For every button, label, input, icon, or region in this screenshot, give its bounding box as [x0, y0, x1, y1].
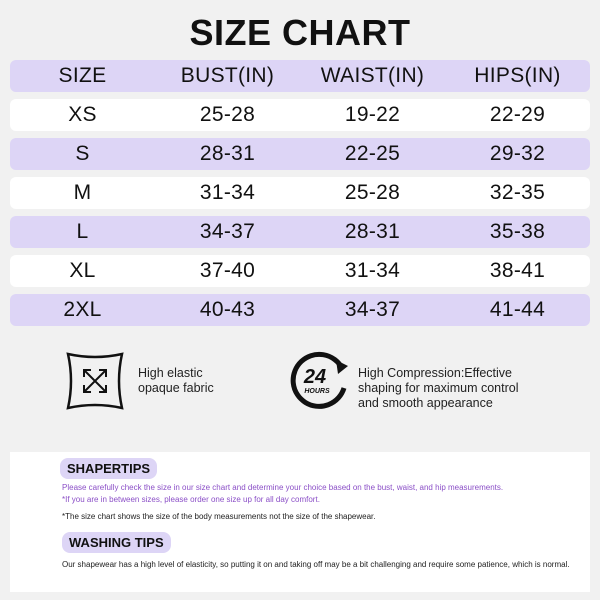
tip-body-measurements: *The size chart shows the size of the body measurements not the size of the shapewear. — [62, 512, 376, 521]
bust-cell: 31-34 — [199, 181, 256, 204]
tip-measurements: Please carefully check the size in our size chart and determine your choice based on the bust, waist, and hip measurements. — [62, 483, 504, 492]
bust-cell: 40-43 — [199, 298, 256, 321]
feature-compression-line1: High Compression:Effective — [358, 366, 513, 380]
table-row — [10, 255, 590, 287]
header-hips: HIPS(IN) — [474, 64, 561, 87]
waist-cell: 25-28 — [344, 181, 401, 204]
table-row — [10, 294, 590, 326]
waist-cell: 22-25 — [344, 142, 401, 165]
hips-cell: 22-29 — [489, 103, 546, 126]
hips-cell: 41-44 — [489, 298, 546, 321]
header-waist: WAIST(IN) — [320, 64, 425, 87]
table-row — [10, 99, 590, 131]
badge-text: HOURS — [304, 388, 330, 395]
24-hours-icon — [286, 350, 354, 417]
size-table — [10, 60, 590, 333]
table-row — [10, 216, 590, 248]
size-cell: 2XL — [63, 298, 102, 321]
waist-cell: 28-31 — [344, 220, 401, 243]
waist-cell: 34-37 — [344, 298, 401, 321]
bust-cell: 37-40 — [199, 259, 256, 282]
washing-tips-text: Our shapewear has a high level of elasticity, so putting it on and taking off may be a bit challenging and require some patience, which is normal. — [62, 560, 570, 569]
table-row — [10, 138, 590, 170]
header-bust: BUST(IN) — [180, 64, 275, 87]
feature-elastic-line1: High elastic — [138, 366, 203, 380]
shapertips-label: SHAPERTIPS — [60, 458, 157, 479]
feature-compression-line3: and smooth appearance — [358, 396, 493, 410]
header-size: SIZE — [58, 64, 107, 87]
size-cell: S — [75, 142, 90, 165]
size-cell: XS — [68, 103, 97, 126]
feature-compression-line2: shaping for maximum control — [358, 381, 519, 395]
tips-panel — [10, 452, 590, 592]
badge-number: 24 — [303, 366, 327, 388]
tip-between-sizes: *If you are in between sizes, please order one size up for all day comfort. — [62, 495, 320, 504]
bust-cell: 34-37 — [199, 220, 256, 243]
feature-elastic-line2: opaque fabric — [138, 381, 214, 395]
page-title: SIZE CHART — [189, 12, 411, 53]
hips-cell: 29-32 — [489, 142, 546, 165]
bust-cell: 28-31 — [199, 142, 256, 165]
hips-cell: 38-41 — [489, 259, 546, 282]
size-cell: M — [73, 181, 92, 204]
stretch-fabric-icon — [64, 350, 126, 417]
waist-cell: 19-22 — [344, 103, 401, 126]
table-row — [10, 177, 590, 209]
waist-cell: 31-34 — [344, 259, 401, 282]
bust-cell: 25-28 — [199, 103, 256, 126]
size-cell: L — [76, 220, 89, 243]
hips-cell: 35-38 — [489, 220, 546, 243]
hips-cell: 32-35 — [489, 181, 546, 204]
feature-elastic — [64, 350, 248, 417]
washing-tips-label: WASHING TIPS — [62, 532, 171, 553]
feature-compression — [286, 350, 558, 417]
size-cell: XL — [69, 259, 96, 282]
table-header-row — [10, 60, 590, 92]
